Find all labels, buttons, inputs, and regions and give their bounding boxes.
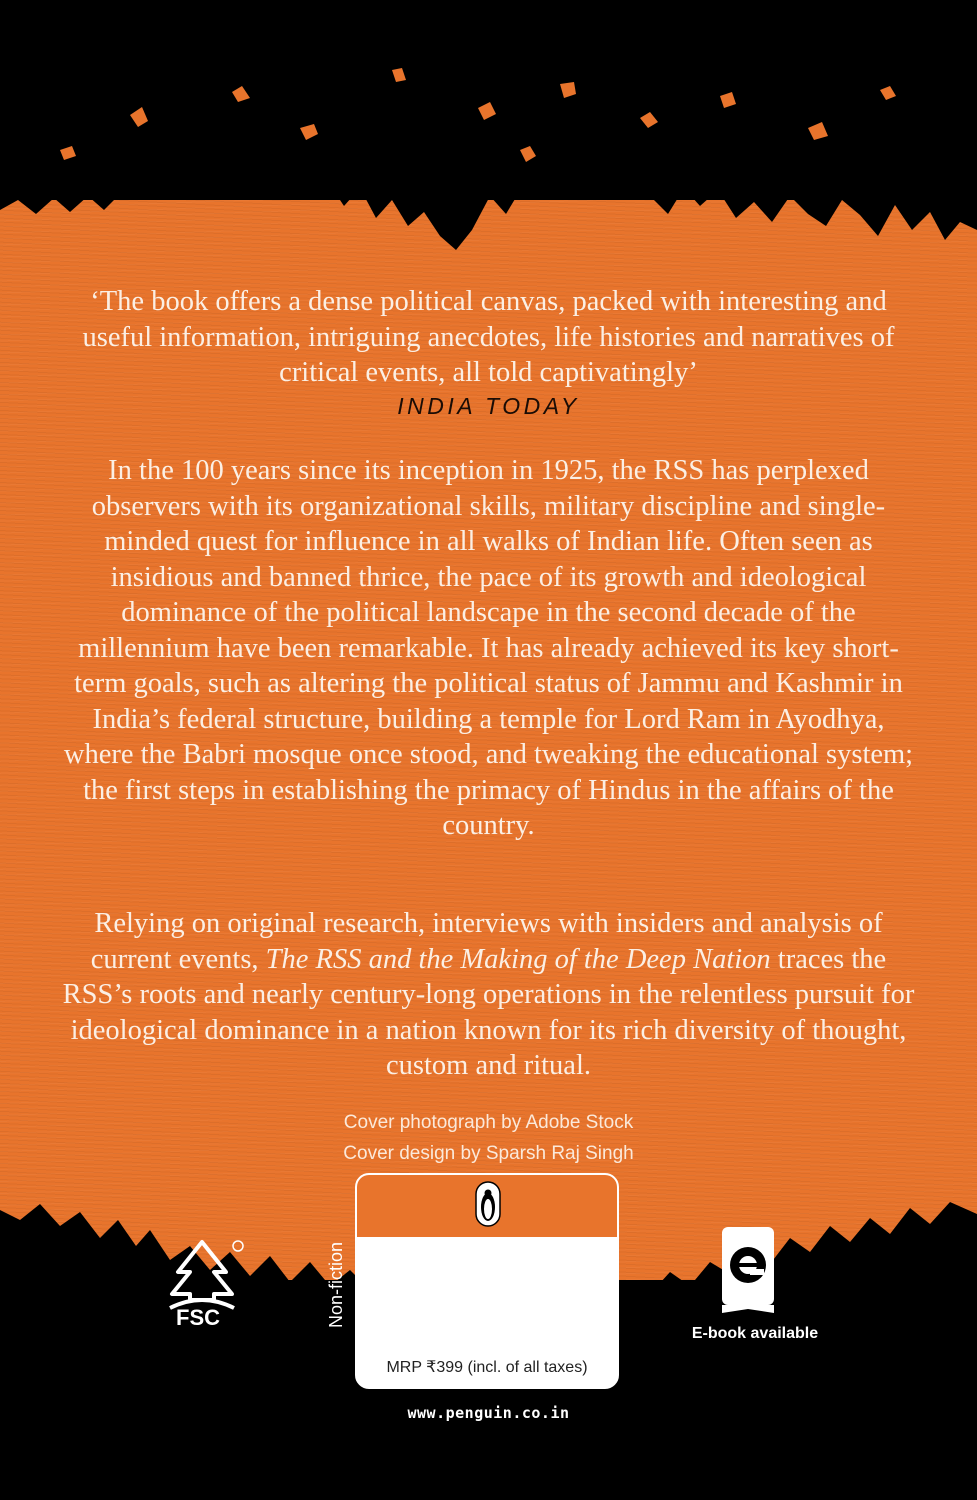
- blurb-paragraph-2: [60, 906, 917, 1084]
- cover-credits: [0, 1107, 977, 1169]
- ebook-icon: [720, 1225, 776, 1319]
- penguin-logo-icon: [475, 1181, 501, 1227]
- blurb-paragraph-1: In the 100 years since its inception in 1925, the RSS has perplexed observers with its organizational skills, military discipline and single-minded quest for influence in all walks of Indian life. Often seen as insidious and banned thrice, the pace of its growth and ideological dominance of the political landscape in the second decade of the millennium have been remarkable. It has already achieved its key short-term goals, such as altering the political status of Jammu and Kashmir in India’s federal structure, building a temple for Lord Ram in Ayodhya, where the Babri mosque once stood, and tweaking the educational system; the first steps in establishing the primacy of Hindus in the affairs of the country.: [63, 455, 914, 841]
- blurb-paragraph-2-end: traces the RSS’s roots and nearly century-long operations in the relentless pursuit for ideological dominance in a nation known for its rich diversity of thought, custom and ritual.: [62, 943, 915, 1081]
- category-label: Non-fiction: [326, 1241, 346, 1329]
- price-box-header: [357, 1175, 617, 1237]
- price-label: MRP ₹399 (incl. of all taxes): [386, 1359, 588, 1376]
- fsc-label: FSC: [176, 1305, 220, 1330]
- book-title: The RSS and the Making of the Deep Nation: [265, 943, 771, 975]
- review-quote: ‘The book offers a dense political canvas, packed with interesting and useful information, intriguing anecdotes, life histories and narratives of critical events, all told captivatingly’: [82, 286, 895, 388]
- barcode-price-box: [355, 1173, 619, 1389]
- quote-source: INDIA TODAY: [397, 393, 580, 419]
- photo-credit: Cover photograph by Adobe Stock: [343, 1112, 634, 1133]
- blurb-paragraph-2-start: Relying on original research, interviews with insiders and analysis of current events,: [90, 908, 883, 975]
- publisher-url: www.penguin.co.in: [407, 1404, 570, 1422]
- top-torn-edge: [0, 0, 977, 300]
- ebook-label: E-book available: [691, 1325, 819, 1342]
- design-credit: Cover design by Sparsh Raj Singh: [343, 1143, 634, 1164]
